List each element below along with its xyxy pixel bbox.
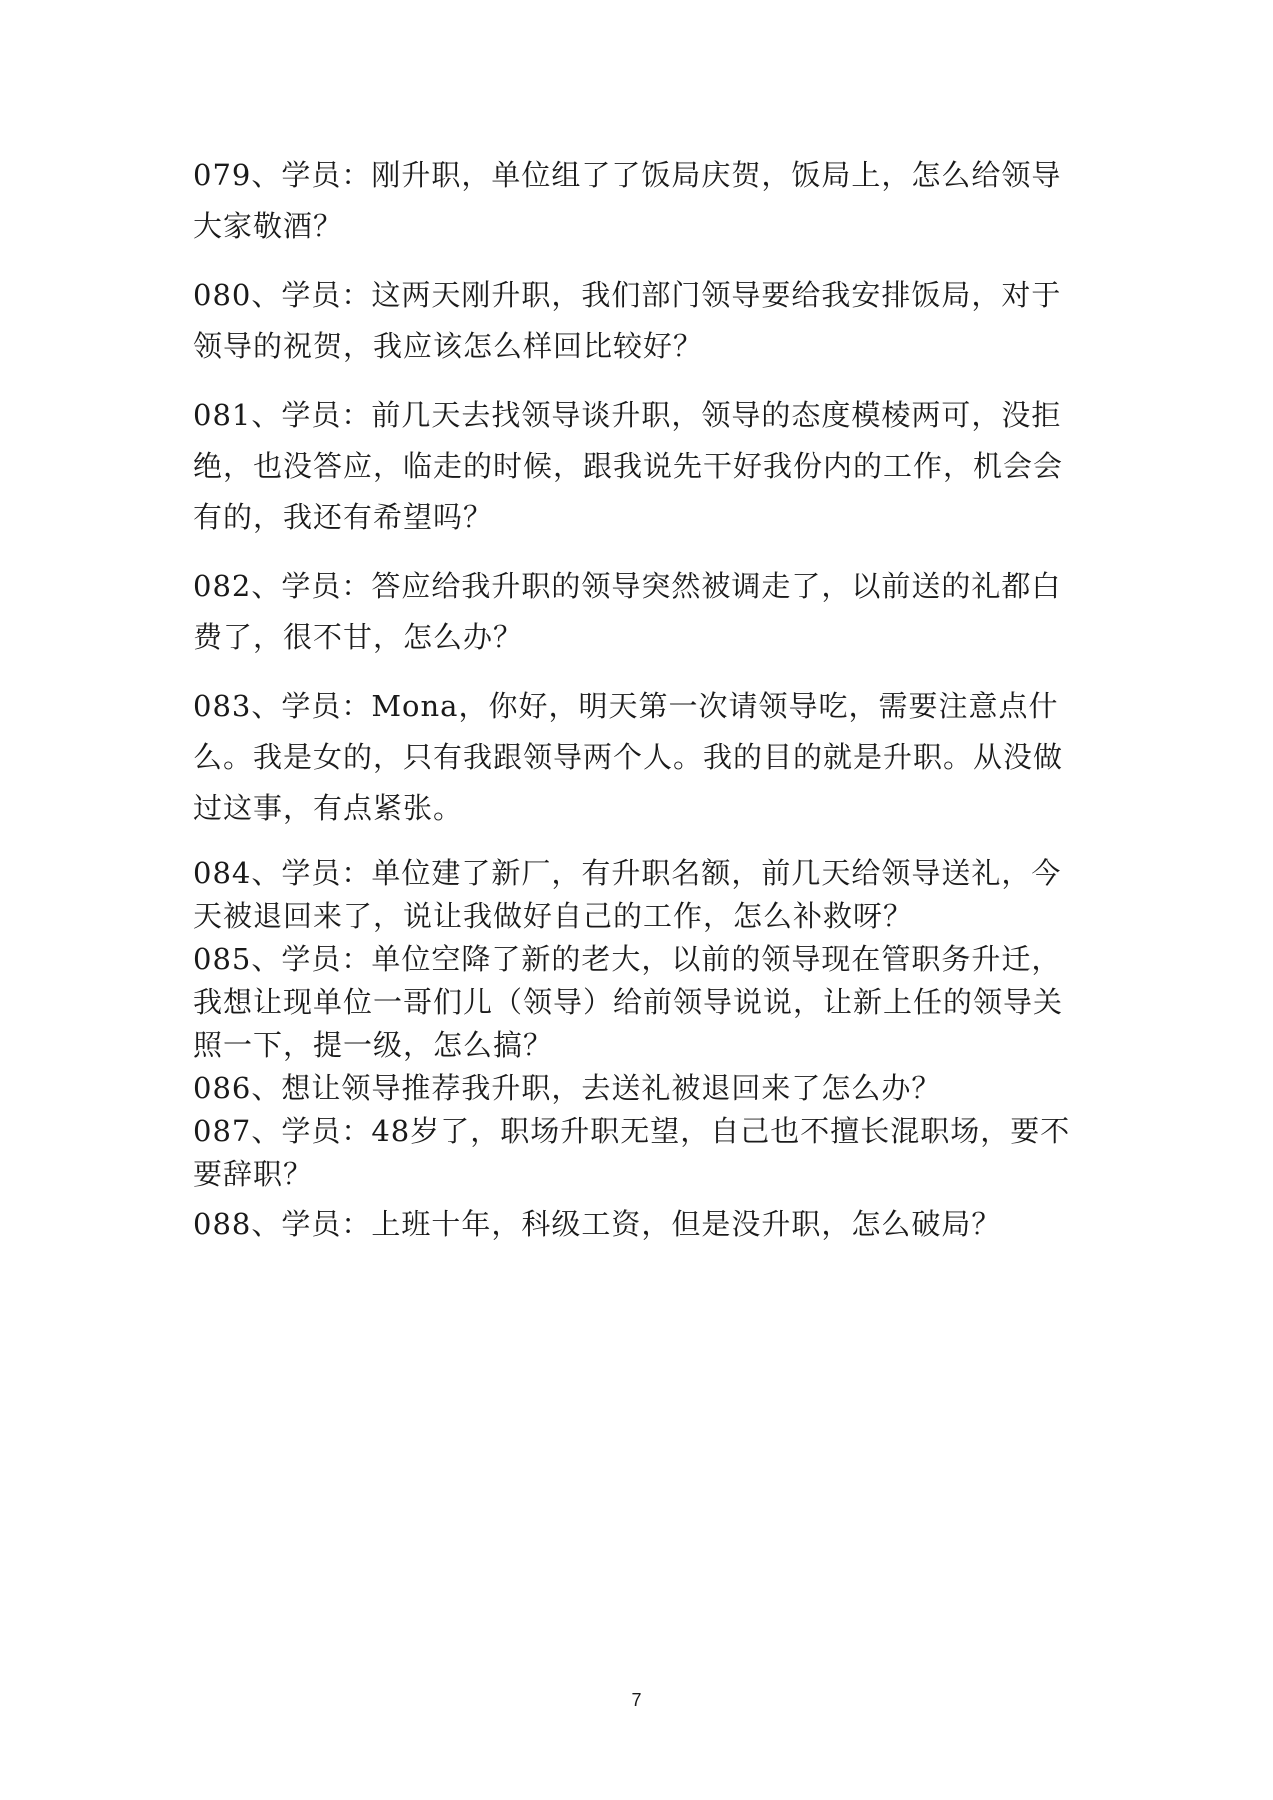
question-081: 081、学员：前几天去找领导谈升职，领导的态度模棱两可，没拒绝，也没答应，临走的时候，跟我说先干好我份内的工作，机会会有的，我还有希望吗？ xyxy=(193,398,1064,534)
question-082: 082、学员：答应给我升职的领导突然被调走了，以前送的礼都白费了，很不甘，怎么办？ xyxy=(193,569,1062,654)
question-084: 084、学员：单位建了新厂，有升职名额，前几天给领导送礼，今天被退回来了，说让我做好自己的工作，怎么补救呀？ xyxy=(193,856,1062,933)
question-083: 083、学员：Mona，你好，明天第一次请领导吃，需要注意点什么。我是女的，只有我跟领导两个人。我的目的就是升职。从没做过这事，有点紧张。 xyxy=(193,689,1064,825)
question-079: 079、学员：刚升职，单位组了了饭局庆贺，饭局上，怎么给领导大家敬酒？ xyxy=(193,158,1062,243)
page-number: 7 xyxy=(631,1690,642,1710)
document-body xyxy=(193,150,1083,1246)
question-080: 080、学员：这两天刚升职，我们部门领导要给我安排饭局，对于领导的祝贺，我应该怎么样回比较好？ xyxy=(193,278,1062,363)
question-087: 087、学员：48岁了，职场升职无望，自己也不擅长混职场，要不要辞职？ xyxy=(193,1114,1071,1191)
question-085: 085、学员：单位空降了新的老大，以前的领导现在管职务升迁，我想让现单位一哥们儿（领导）给前领导说说，让新上任的领导关照一下，提一级，怎么搞？ xyxy=(193,942,1064,1062)
question-088: 088、学员：上班十年，科级工资，但是没升职，怎么破局？ xyxy=(193,1207,1002,1241)
question-086: 086、想让领导推荐我升职，去送礼被退回来了怎么办？ xyxy=(193,1071,942,1105)
